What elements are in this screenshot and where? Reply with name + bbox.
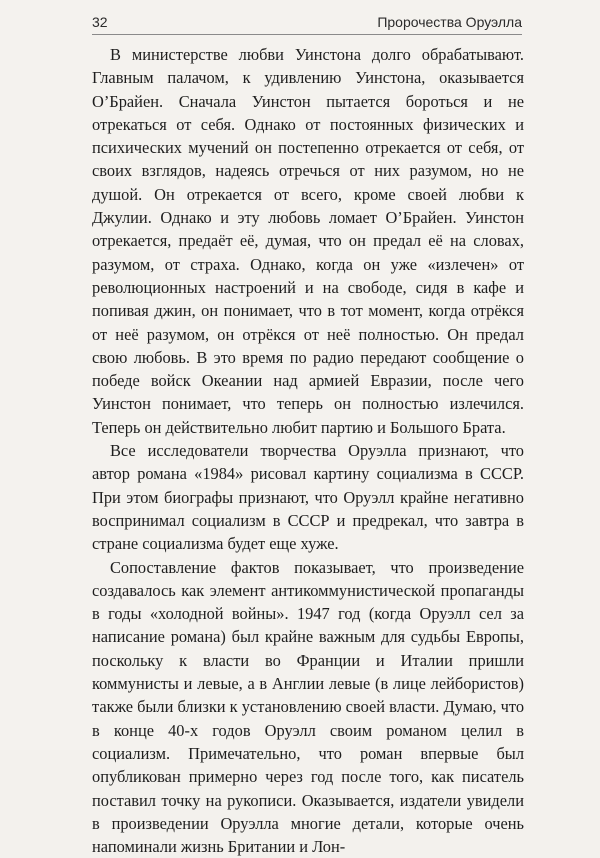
paragraph: В министерстве любви Уинстона долго обрабатывают. Главным палачом, к удивлению Уинстона, оказывается О’Брайен. Сначала Уинстон пытается бороться и не отрекаться от себя. Однако от постоянных физических и психических мучений он постепенно отрекается от себя, от своих взглядов, надеясь отречься от них разумом, но не душой. Он отрекается от всего, кроме своей любви к Джулии. Однако и эту любовь ломает О’Брайен. Уинстон отрекается, предаёт её, думая, что он предал её на словах, разумом, от страха. Однако, когда он уже «излечен» от революционных настроений и на свободе, сидя в кафе и попивая джин, он понимает, что в тот момент, когда отрёкся от неё разумом, он отрёкся от неё полностью. Он предал свою любовь. В это время по радио передают сообщение о победе войск Океании над армией Евразии, после чего Уинстон понимает, что теперь он полностью излечился. Теперь он действительно любит партию и Большого Брата. xyxy=(92,45,524,437)
page-number: 32 xyxy=(92,14,108,30)
paragraph: Все исследователи творчества Оруэлла признают, что автор романа «1984» рисовал картину социализма в СССР. При этом биографы признают, что Оруэлл крайне негативно воспринимал социализм в СССР и предрекал, что завтра в стране социализма будет еще хуже. xyxy=(92,441,524,554)
running-header xyxy=(92,14,522,36)
header-rule xyxy=(92,34,522,35)
body-text xyxy=(92,43,524,858)
running-title: Пророчества Оруэлла xyxy=(377,14,522,30)
paragraph: Сопоставление фактов показывает, что произведение создавалось как элемент антикоммунистической пропаганды в годы «холодной войны». 1947 год (когда Оруэлл сел за написание романа) был крайне важным для судьбы Европы, поскольку к власти во Франции и Италии пришли коммунисты и левые, а в Англии левые (в лице лейбористов) также были близки к установлению своей власти. Думаю, что в конце 40-х годов Оруэлл своим романом целил в социализм. Примечательно, что роман впервые был опубликован примерно через год после того, как писатель поставил точку на рукописи. Оказывается, издатели увидели в произведении Оруэлла многие детали, которые очень напоминали жизнь Британии и Лон- xyxy=(92,557,525,857)
